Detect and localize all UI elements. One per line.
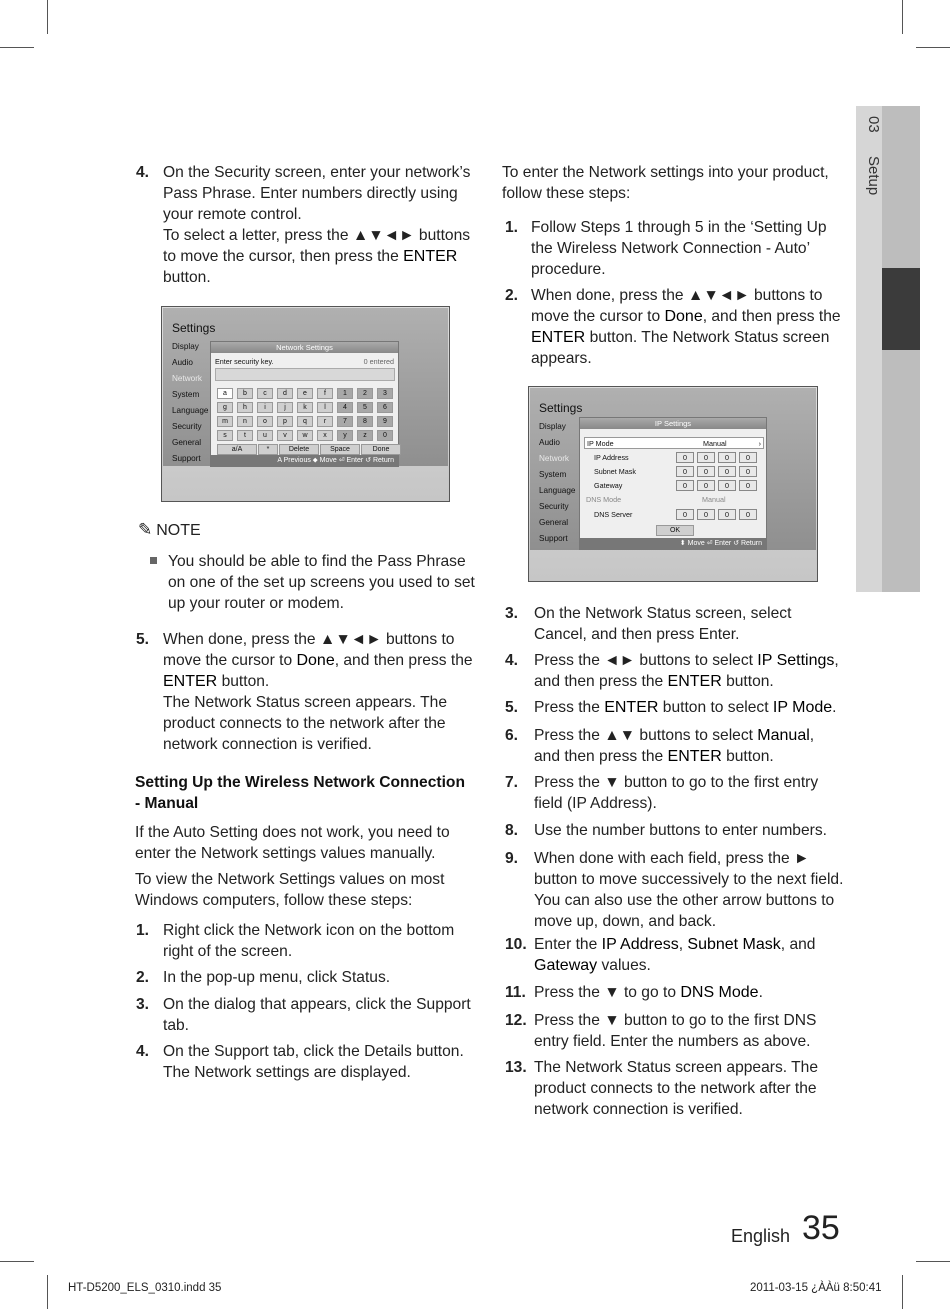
menu-item: Display (172, 342, 199, 351)
chapter-side-tab (856, 106, 920, 592)
keyboard-key[interactable]: b (237, 388, 253, 399)
ip-octet-field[interactable]: 0 (676, 480, 694, 491)
settings-menu (539, 419, 575, 547)
intro-paragraph: To enter the Network settings into your product, follow these steps: (502, 164, 829, 202)
paragraph: If the Auto Setting does not work, you need to enter the Network settings values manually. (135, 824, 450, 862)
menu-item: General (172, 438, 202, 447)
menu-item: Network (172, 374, 203, 383)
dialog-title: Network Settings (211, 342, 398, 353)
keyboard-key[interactable]: w (297, 430, 313, 441)
menu-item: Display (539, 422, 566, 431)
ok-button[interactable]: OK (656, 525, 694, 536)
dns-mode-label: DNS Mode (586, 495, 622, 504)
manual-step-9: 9. When done with each field, press the ► button to move successively to the next field. You can also use the other arrow buttons to move up, down, and back. (505, 850, 844, 930)
chevron-right-icon: › (758, 439, 761, 448)
menu-item: Support (172, 454, 201, 463)
crop-mark (916, 1261, 950, 1262)
chapter-section: Setup (865, 156, 882, 196)
ip-mode-value: Manual (703, 439, 727, 448)
side-tab-strip (856, 106, 882, 592)
menu-item: Network (539, 454, 570, 463)
keyboard-key[interactable]: x (317, 430, 333, 441)
keyboard-key[interactable]: e (297, 388, 313, 399)
crop-mark (0, 47, 34, 48)
manual-step-5: 5. Press the ENTER button to select IP Mode. (505, 699, 837, 716)
ip-octet-field[interactable]: 0 (739, 452, 757, 463)
ip-field-label: Gateway (594, 481, 623, 490)
keyboard-key[interactable]: 5 (357, 402, 373, 413)
footer-language: English (731, 1226, 791, 1246)
ip-octet-field[interactable]: 0 (739, 480, 757, 491)
keyboard-key[interactable]: u (257, 430, 273, 441)
ip-field-label: IP Address (594, 453, 629, 462)
dialog-footer: A Previous ⬥ Move ⏎ Enter ↺ Return (211, 455, 398, 466)
page-number: 35 (802, 1209, 840, 1247)
menu-item: Audio (539, 438, 560, 447)
crop-mark (0, 1261, 34, 1262)
note-heading: ✎ NOTE (138, 520, 201, 539)
menu-item: Security (172, 422, 202, 431)
windows-step-3: 3. On the dialog that appears, click the Support tab. (136, 996, 471, 1034)
keyboard-key[interactable]: c (257, 388, 273, 399)
manual-step-13: 13. The Network Status screen appears. The product connects to the network after the network connection is verified. (505, 1059, 819, 1118)
date-slug: 2011-03-15 ¿ÀÀü 8:50:41 (750, 1282, 882, 1294)
keyboard-key[interactable]: 2 (357, 388, 373, 399)
manual-step-10: 10. Enter the IP Address, Subnet Mask, and Gateway values. (505, 936, 816, 974)
menu-item: General (539, 518, 569, 527)
keyboard-key[interactable]: 0 (377, 430, 393, 441)
keyboard-function-key[interactable]: Done (361, 444, 401, 455)
keyboard-key[interactable]: 4 (337, 402, 353, 413)
menu-item: System (172, 390, 200, 399)
manual-step-11: 11. Press the ▼ to go to DNS Mode. (505, 984, 763, 1001)
keyboard-key[interactable]: 3 (377, 388, 393, 399)
ip-octet-field[interactable]: 0 (676, 452, 694, 463)
keyboard-key[interactable]: l (317, 402, 333, 413)
keyboard-function-key[interactable]: * (258, 444, 278, 455)
ip-octet-field[interactable]: 0 (697, 452, 715, 463)
keyboard-key[interactable]: k (297, 402, 313, 413)
keyboard-key[interactable]: 8 (357, 416, 373, 427)
keyboard-key[interactable]: j (277, 402, 293, 413)
keyboard-key[interactable]: v (277, 430, 293, 441)
keyboard-key[interactable]: p (277, 416, 293, 427)
keyboard-key[interactable]: 7 (337, 416, 353, 427)
keyboard-key[interactable]: 6 (377, 402, 393, 413)
security-key-input[interactable] (215, 368, 395, 381)
square-bullet-icon (150, 557, 157, 564)
manual-step-12: 12. Press the ▼ button to go to the first DNS entry field. Enter the numbers as above. (505, 1012, 817, 1050)
dialog-title: IP Settings (580, 418, 766, 429)
menu-item: System (539, 470, 567, 479)
keyboard-key[interactable]: d (277, 388, 293, 399)
ip-octet-field[interactable]: 0 (718, 452, 736, 463)
screen-title: Settings (539, 401, 583, 415)
settings-menu (172, 339, 208, 467)
keyboard-key[interactable]: y (337, 430, 353, 441)
network-settings-dialog (210, 341, 399, 467)
dns-server-label: DNS Server (594, 510, 633, 519)
crop-mark (47, 0, 48, 34)
menu-item: Language (539, 486, 576, 495)
keyboard-key[interactable]: s (217, 430, 233, 441)
crop-mark (47, 1275, 48, 1309)
manual-step-8: 8. Use the number buttons to enter numbers. (505, 822, 827, 839)
ip-octet-field[interactable]: 0 (718, 480, 736, 491)
network-settings-screenshot (161, 306, 450, 502)
entry-count: 0 entered (363, 357, 394, 366)
step-5-done: 5. When done, press the ▲▼◄► buttons to move the cursor to Done, and then press the ENTER button. The Network Status screen appears. The product connects to the network after the network connection is verified. (136, 631, 473, 753)
ip-octet-field[interactable]: 0 (739, 466, 757, 477)
ip-octet-field[interactable]: 0 (697, 480, 715, 491)
menu-item: Audio (172, 358, 193, 367)
ip-settings-screenshot (528, 386, 818, 582)
keyboard-key[interactable]: n (237, 416, 253, 427)
keyboard-key[interactable]: q (297, 416, 313, 427)
ip-mode-row[interactable] (584, 437, 764, 449)
ip-settings-dialog (579, 417, 767, 550)
windows-step-4: 4. On the Support tab, click the Details button. The Network settings are displayed. (136, 1043, 464, 1081)
section-heading: Setting Up the Wireless Network Connection - Manual (135, 774, 465, 812)
manual-step-3: 3. On the Network Status screen, select Cancel, and then press Enter. (505, 605, 792, 643)
ip-octet-field[interactable]: 0 (697, 466, 715, 477)
paragraph: To view the Network Settings values on most Windows computers, follow these steps: (135, 871, 445, 909)
crop-mark (902, 0, 903, 34)
note-item: You should be able to find the Pass Phrase on one of the set up screens you used to set up your router or modem. (168, 553, 475, 612)
keyboard-function-key[interactable]: a/A (217, 444, 257, 455)
keyboard-key[interactable]: z (357, 430, 373, 441)
menu-item: Language (172, 406, 209, 415)
menu-item: Support (539, 534, 568, 543)
side-tab-marker (882, 268, 920, 350)
dialog-footer: ⬍ Move ⏎ Enter ↺ Return (580, 538, 766, 549)
keyboard-key[interactable]: t (237, 430, 253, 441)
manual-step-7: 7. Press the ▼ button to go to the first entry field (IP Address). (505, 774, 819, 812)
menu-item: Security (539, 502, 569, 511)
windows-step-2: 2. In the pop-up menu, click Status. (136, 969, 391, 986)
crop-mark (902, 1275, 903, 1309)
ip-octet-field[interactable]: 0 (739, 509, 757, 520)
ip-octet-field[interactable]: 0 (676, 466, 694, 477)
file-slug: HT-D5200_ELS_0310.indd 35 (68, 1282, 222, 1294)
keyboard-key[interactable]: m (217, 416, 233, 427)
ip-octet-field[interactable]: 0 (718, 466, 736, 477)
manual-step-6: 6. Press the ▲▼ buttons to select Manual, and then press the ENTER button. (505, 727, 815, 765)
ip-octet-field[interactable]: 0 (676, 509, 694, 520)
screen-title: Settings (172, 321, 216, 335)
keyboard-key[interactable]: h (237, 402, 253, 413)
manual-step-4: 4. Press the ◄► buttons to select IP Settings, and then press the ENTER button. (505, 652, 839, 690)
keyboard-key[interactable]: g (217, 402, 233, 413)
ip-mode-label: IP Mode (587, 439, 614, 448)
manual-step-2: 2. When done, press the ▲▼◄► buttons to move the cursor to Done, and then press the ENTER button. The Network Status screen appears. (505, 287, 841, 367)
step-4-security: 4. On the Security screen, enter your network’s Pass Phrase. Enter numbers directly using your remote control. To select a letter, press the ▲▼◄► buttons to move the cursor, then press the ENTER button. (136, 164, 471, 286)
keyboard-function-key[interactable]: Delete (279, 444, 319, 455)
keyboard-key[interactable]: a (217, 388, 233, 399)
windows-step-1: 1. Right click the Network icon on the bottom right of the screen. (136, 922, 455, 960)
keyboard-function-key[interactable]: Space (320, 444, 360, 455)
ip-octet-field[interactable]: 0 (697, 509, 715, 520)
keyboard-key[interactable]: r (317, 416, 333, 427)
keyboard-key[interactable]: 1 (337, 388, 353, 399)
manual-step-1: 1. Follow Steps 1 through 5 in the ‘Setting Up the Wireless Network Connection - Auto’ procedure. (505, 219, 827, 278)
prompt-label: Enter security key. (215, 357, 274, 366)
dns-mode-value: Manual (702, 495, 726, 504)
ip-field-label: Subnet Mask (594, 467, 636, 476)
chapter-number: 03 (865, 116, 882, 133)
keyboard-key[interactable]: f (317, 388, 333, 399)
keyboard-key[interactable]: o (257, 416, 273, 427)
keyboard-key[interactable]: 9 (377, 416, 393, 427)
keyboard-key[interactable]: i (257, 402, 273, 413)
crop-mark (916, 47, 950, 48)
pencil-icon: ✎ (138, 520, 153, 539)
ip-octet-field[interactable]: 0 (718, 509, 736, 520)
